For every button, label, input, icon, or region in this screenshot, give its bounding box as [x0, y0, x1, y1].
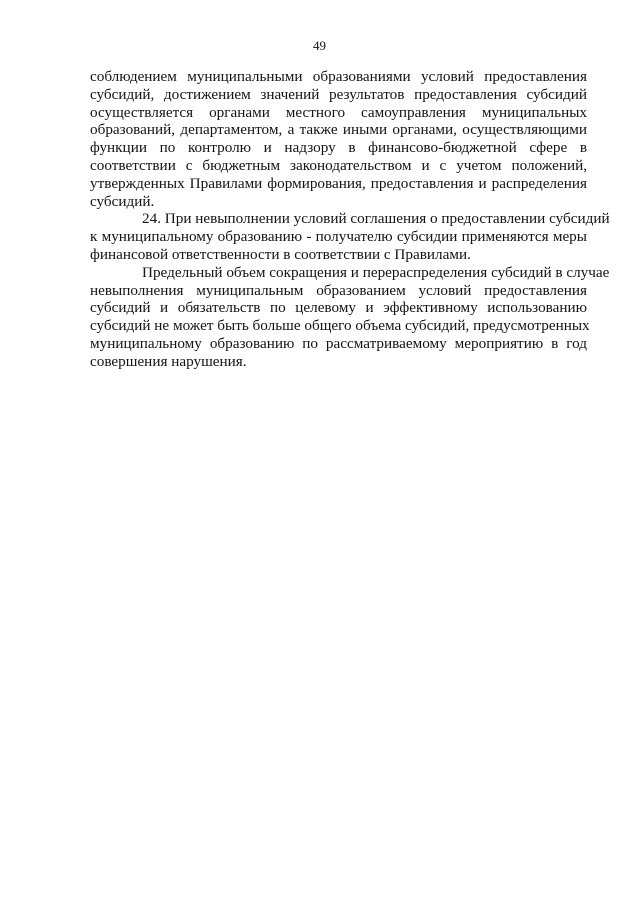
text-line: к муниципальному образованию - получателю субсидии применяются меры	[90, 228, 587, 246]
text-line: субсидий.	[90, 192, 155, 210]
text-line: функции по контролю и надзору в финансово-бюджетной сфере в	[90, 139, 587, 157]
paragraph-item-24	[90, 210, 610, 263]
text-line: субсидий и обязательств по целевому и эффективному использованию	[90, 299, 587, 317]
text-line: утвержденных Правилами формирования, предоставления и распределения	[90, 174, 587, 192]
text-line: субсидий не может быть больше общего объема субсидий, предусмотренных	[90, 317, 590, 335]
text-line: муниципальному образованию по рассматриваемому мероприятию в год	[90, 334, 587, 352]
text-line: соблюдением муниципальными образованиями условий предоставления	[90, 68, 587, 85]
text-line: совершения нарушения.	[90, 352, 247, 370]
page-number: 49	[313, 38, 326, 53]
text-line: невыполнения муниципальным образованием условий предоставления	[90, 281, 587, 299]
text-line: образований, департаментом, а также иными органами, осуществляющими	[90, 121, 587, 139]
text-line: субсидий, достижением значений результатов предоставления субсидий	[90, 85, 587, 103]
paragraph-reduction-limit	[90, 263, 610, 371]
text-line: соответствии с бюджетным законодательством и с учетом положений,	[90, 156, 587, 174]
document-body	[90, 68, 610, 371]
text-line: осуществляется органами местного самоуправления муниципальных	[90, 103, 587, 121]
text-line: Предельный объем сокращения и перераспределения субсидий в случае	[142, 263, 610, 281]
paragraph-monitoring	[90, 68, 587, 210]
text-line: финансовой ответственности в соответствии с Правилами.	[90, 245, 471, 263]
text-line: 24. При невыполнении условий соглашения о предоставлении субсидий	[142, 210, 610, 228]
